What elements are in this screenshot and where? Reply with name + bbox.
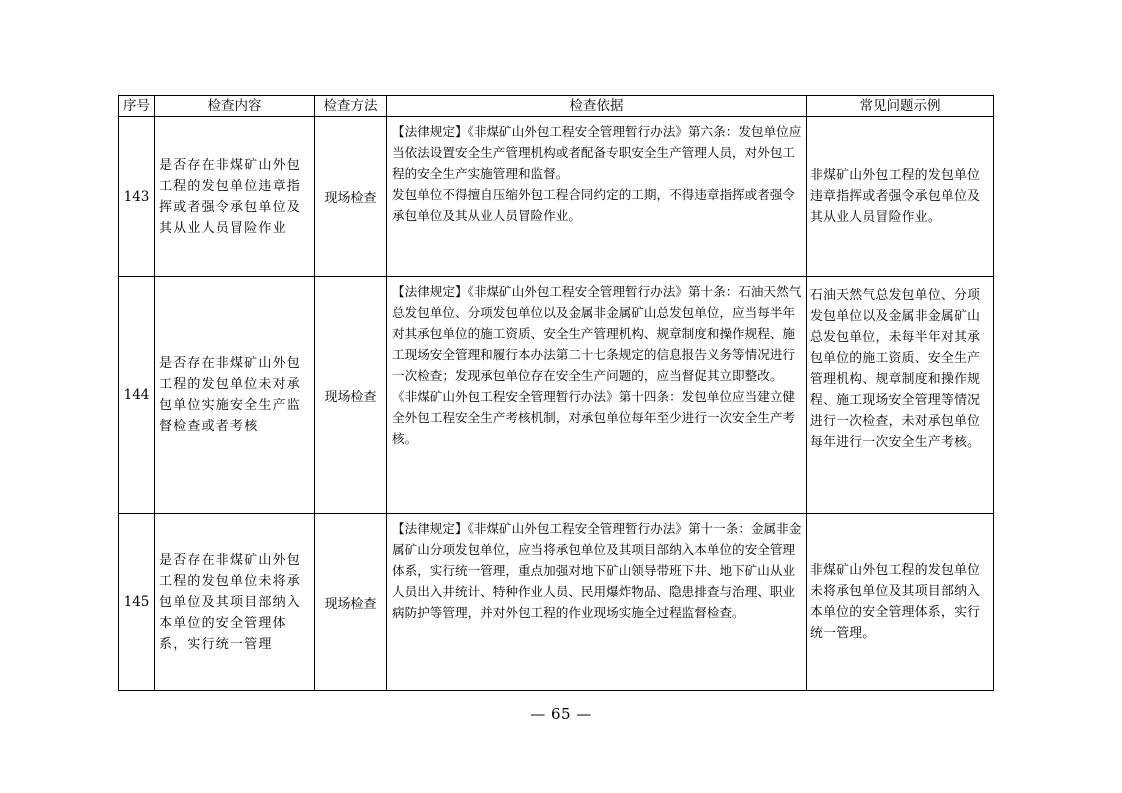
row-inspection-basis — [387, 277, 807, 514]
row-inspection-content: 是否存在非煤矿山外包工程的发包单位未对承包单位实施安全生产监督检查或者考核 — [155, 277, 315, 514]
row-inspection-method: 现场检查 — [315, 514, 387, 691]
table-row — [119, 117, 994, 277]
row-inspection-basis — [387, 117, 807, 277]
inspection-table — [118, 95, 994, 691]
header-inspection-content: 检查内容 — [155, 96, 315, 117]
table-row — [119, 514, 994, 691]
row-inspection-method: 现场检查 — [315, 117, 387, 277]
row-inspection-method: 现场检查 — [315, 277, 387, 514]
basis-paragraph: 发包单位不得擅自压缩外包工程合同约定的工期，不得违章指挥或者强令承包单位及其从业人员冒险作业。 — [392, 187, 795, 223]
row-common-issue: 非煤矿山外包工程的发包单位违章指挥或者强令承包单位及其从业人员冒险作业。 — [807, 117, 994, 277]
row-inspection-content: 是否存在非煤矿山外包工程的发包单位违章指挥或者强令承包单位及其从业人员冒险作业 — [155, 117, 315, 277]
row-serial-number: 143 — [119, 117, 155, 277]
row-common-issue: 石油天然气总发包单位、分项发包单位以及金属非金属矿山总发包单位，未每半年对其承包单位的施工资质、安全生产管理机构、规章制度和操作规程、施工现场安全管理等情况进行一次检查，未对承包单位每年进行一次安全生产考核。 — [807, 277, 994, 514]
basis-paragraph: 【法律规定】《非煤矿山外包工程安全管理暂行办法》第六条：发包单位应当依法设置安全生产管理机构或者配备专职安全生产管理人员，对外包工程的安全生产实施管理和监督。 — [392, 124, 802, 181]
basis-paragraph: 《非煤矿山外包工程安全管理暂行办法》第十四条：发包单位应当建立健全外包工程安全生产考核机制，对承包单位每年至少进行一次安全生产考核。 — [392, 389, 795, 446]
header-inspection-basis: 检查依据 — [387, 96, 807, 117]
row-common-issue: 非煤矿山外包工程的发包单位未将承包单位及其项目部纳入本单位的安全管理体系，实行统一管理。 — [807, 514, 994, 691]
row-serial-number: 145 — [119, 514, 155, 691]
header-common-issues: 常见问题示例 — [807, 96, 994, 117]
basis-paragraph: 【法律规定】《非煤矿山外包工程安全管理暂行办法》第十条：石油天然气总发包单位、分项发包单位以及金属非金属矿山总发包单位，应当每半年对其承包单位的施工资质、安全生产管理机构、规章制度和操作规程、施工现场安全管理和履行本办法第二十七条规定的信息报告义务等情况进行一次检查；发现承包单位存在安全生产问题的，应当督促其立即整改。 — [392, 284, 802, 383]
page-number: — 65 — — [530, 705, 592, 723]
row-inspection-content: 是否存在非煤矿山外包工程的发包单位未将承包单位及其项目部纳入本单位的安全管理体系，实行统一管理 — [155, 514, 315, 691]
row-serial-number: 144 — [119, 277, 155, 514]
table-row — [119, 277, 994, 514]
row-inspection-basis — [387, 514, 807, 691]
basis-paragraph: 【法律规定】《非煤矿山外包工程安全管理暂行办法》第十一条：金属非金属矿山分项发包单位，应当将承包单位及其项目部纳入本单位的安全管理体系，实行统一管理，重点加强对地下矿山领导带班下井、地下矿山从业人员出入井统计、特种作业人员、民用爆炸物品、隐患排查与治理、职业病防护等管理，并对外包工程的作业现场实施全过程监督检查。 — [392, 521, 802, 620]
header-serial-number: 序号 — [119, 96, 155, 117]
header-inspection-method: 检查方法 — [315, 96, 387, 117]
inspection-table-container — [118, 95, 993, 691]
table-header-row — [119, 96, 994, 117]
